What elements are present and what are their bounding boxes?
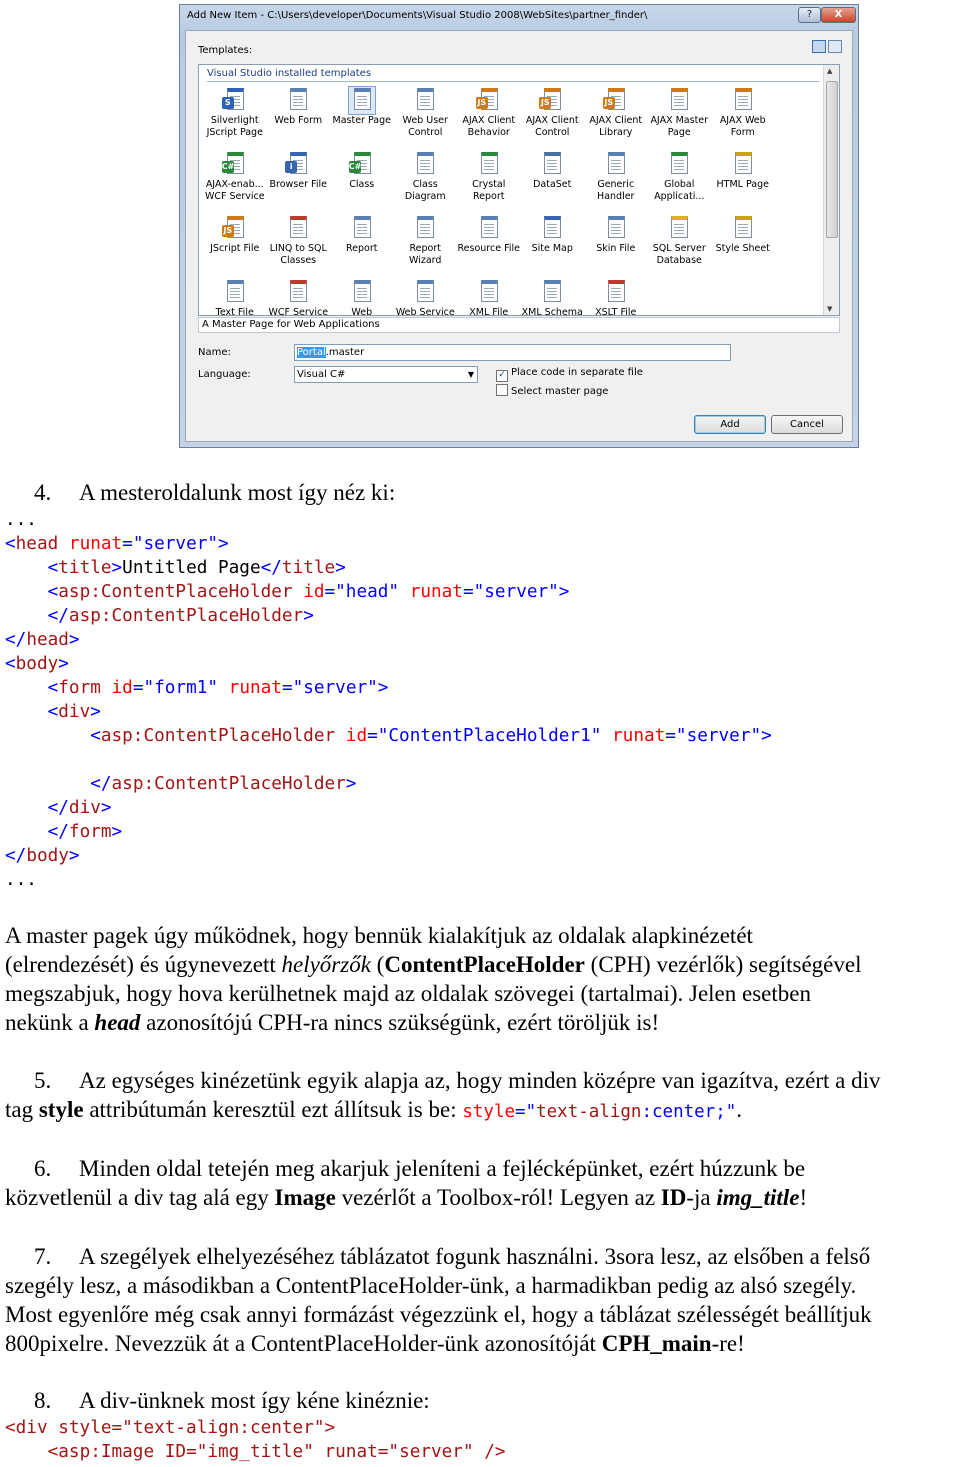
paragraph-line: nekünk a head azonosítójú CPH-ra nincs szükségünk, ezért töröljük is! [5, 1010, 660, 1035]
template-item[interactable] [267, 149, 331, 213]
template-name: Crystal Report [472, 179, 506, 202]
template-description: A Master Page for Web Applications [198, 317, 840, 333]
step-number: 6. [34, 1156, 52, 1181]
template-item[interactable] [711, 213, 775, 277]
template-item[interactable] [203, 213, 267, 277]
empty-checkbox-icon[interactable] [496, 384, 508, 396]
template-item[interactable] [711, 85, 775, 149]
template-name: Report [346, 243, 378, 254]
step-line: Most egyenlőre még csak annyi formázást végezzünk el, hogy a táblázat szélességét beállítjuk [5, 1302, 872, 1327]
template-name: Class Diagram [404, 179, 446, 202]
select-master-label: Select master page [511, 386, 609, 397]
language-value: Visual C# [297, 369, 346, 380]
template-icon: C# [349, 151, 375, 178]
template-name: XSLT File [595, 307, 637, 316]
checkmark-icon[interactable]: ✓ [496, 370, 508, 382]
template-item[interactable] [648, 213, 712, 277]
step-number: 8. [34, 1388, 52, 1413]
step-line [5, 1154, 807, 1183]
place-code-label: Place code in separate file [511, 367, 643, 378]
template-item[interactable] [267, 85, 331, 149]
language-label: Language: [198, 369, 251, 380]
template-name: Resource File [457, 243, 520, 254]
template-item[interactable] [394, 149, 458, 213]
template-icon [285, 215, 311, 242]
template-name: XML File [469, 307, 509, 316]
template-name: Master Page [332, 115, 391, 126]
template-item[interactable] [584, 277, 648, 316]
template-name: Style Sheet [715, 243, 770, 254]
step-line: tag style attribútumán keresztül ezt állítsuk is be: style="text-align:center;". [5, 1097, 743, 1122]
template-icon [730, 151, 756, 178]
template-name: Site Map [531, 243, 573, 254]
step-text: A szegélyek elhelyezéséhez táblázatot fogunk használni. 3sora lesz, az elsőben a felső [79, 1244, 871, 1269]
step-line [5, 1066, 880, 1095]
cancel-button[interactable]: Cancel [771, 415, 843, 434]
template-item[interactable] [330, 213, 394, 277]
step-text: Az egységes kinézetünk egyik alapja az, hogy minden középre van igazítva, ezért a div [79, 1068, 881, 1093]
template-icon [666, 151, 692, 178]
template-item[interactable] [521, 277, 585, 316]
template-item[interactable] [394, 213, 458, 277]
paragraph-line: A master pagek úgy működnek, hogy bennük kialakítjuk az oldalak alapkinézetét [5, 923, 753, 948]
template-icon [476, 151, 502, 178]
template-item[interactable] [203, 149, 267, 213]
template-item[interactable] [267, 277, 331, 316]
template-icon: JS [222, 215, 248, 242]
paragraph-line: megszabjuk, hogy hova kerülhetnek majd az oldalak szövegei (tartalmai). Jelen esetben [5, 981, 811, 1006]
template-name: Report Wizard [409, 243, 442, 266]
small-icons-view-icon[interactable] [828, 40, 842, 53]
template-icon [539, 215, 565, 242]
template-icon: JS [539, 87, 565, 114]
template-item[interactable] [584, 149, 648, 213]
template-icon [730, 215, 756, 242]
add-new-item-dialog [179, 4, 859, 448]
template-item[interactable] [521, 85, 585, 149]
template-name: Web User Control [402, 115, 448, 138]
template-name: SQL Server Database [652, 243, 706, 266]
templates-list[interactable] [198, 64, 840, 316]
template-name: AJAX Master Page [650, 115, 709, 138]
template-icon [349, 215, 375, 242]
template-icon [285, 279, 311, 306]
template-name: Global Applicati... [654, 179, 705, 202]
template-icon [476, 279, 502, 306]
template-name: HTML Page [716, 179, 769, 190]
name-input[interactable] [294, 344, 731, 361]
template-icon [539, 279, 565, 306]
template-icon [412, 215, 438, 242]
large-icons-view-icon[interactable] [812, 40, 826, 53]
template-item[interactable] [203, 85, 267, 149]
template-icon [539, 151, 565, 178]
template-icon [412, 279, 438, 306]
template-item[interactable] [394, 85, 458, 149]
chevron-down-icon[interactable]: ▼ [467, 370, 474, 379]
template-icon [476, 215, 502, 242]
template-icon [349, 279, 375, 306]
template-item[interactable] [457, 85, 521, 149]
step-text: A mesteroldalunk most így néz ki: [79, 480, 396, 505]
template-name: Text File [215, 307, 254, 316]
template-item[interactable] [267, 213, 331, 277]
template-name: AJAX Client Control [525, 115, 579, 138]
template-name: AJAX-enab... WCF Service [204, 179, 265, 202]
template-name: DataSet [533, 179, 572, 190]
inline-code: style="text-align:center;" [462, 1102, 737, 1122]
step-4 [34, 480, 395, 506]
template-icon: i [285, 151, 311, 178]
template-icon: S [222, 87, 248, 114]
template-name: JScript File [210, 243, 260, 254]
template-item[interactable] [584, 213, 648, 277]
help-button[interactable]: ? [798, 7, 821, 23]
template-item[interactable] [711, 149, 775, 213]
step-number: 4. [34, 480, 52, 505]
step-line: szegély lesz, a másodikban a ContentPlaceHolder-ünk, a harmadikban pedig az alsó szegély. [5, 1273, 857, 1298]
template-name: AJAX Web Form [719, 115, 766, 138]
template-item[interactable] [584, 85, 648, 149]
templates-label: Templates: [198, 45, 253, 56]
templates-grid [203, 85, 823, 316]
template-icon [730, 87, 756, 114]
language-select[interactable] [294, 366, 478, 383]
paragraph-line: (elrendezését) és úgynevezett helyőrzők (ContentPlaceHolder (CPH) vezérlők) segítségével [5, 952, 862, 977]
step-line: 800pixelre. Nevezzük át a ContentPlaceHolder-ünk azonosítóját CPH_main-re! [5, 1331, 745, 1356]
template-name: Generic Handler [597, 179, 635, 202]
div-code: <div style="text-align:center"> <asp:Image ID="img_title" runat="server" /> [5, 1418, 506, 1462]
template-name: Skin File [596, 243, 636, 254]
template-item[interactable] [648, 149, 712, 213]
template-icon [222, 279, 248, 306]
master-page-code: ... <head runat="server"> <title>Untitled Page</title> <asp:ContentPlaceHolder id="head" runat="server"> </asp:ContentPlaceHolder> </head> <body> <form id="form1" runat="server"> <div> <asp:ContentPlaceHolder id="ContentPlaceHolder1" runat="server"> </asp:ContentPlaceHolder> </div> </form> </body> ... [5, 510, 772, 890]
dialog-body [185, 30, 853, 442]
template-item[interactable] [203, 277, 267, 316]
name-label: Name: [198, 347, 231, 358]
place-code-checkbox[interactable] [496, 367, 643, 382]
template-icon [285, 87, 311, 114]
template-name: LINQ to SQL Classes [269, 243, 327, 266]
template-name: AJAX Client Behavior [462, 115, 516, 138]
template-icon [412, 87, 438, 114]
templates-group-header: Visual Studio installed templates [207, 68, 372, 79]
step-6 [5, 1154, 807, 1212]
template-item[interactable] [457, 213, 521, 277]
template-item[interactable] [648, 85, 712, 149]
add-button[interactable]: Add [694, 415, 766, 434]
template-icon: JS [476, 87, 502, 114]
template-icon [349, 87, 375, 114]
template-item[interactable] [394, 277, 458, 316]
scrollbar-thumb[interactable] [826, 81, 838, 238]
template-icon [666, 215, 692, 242]
template-icon: JS [603, 87, 629, 114]
template-icon [603, 151, 629, 178]
template-item[interactable] [521, 149, 585, 213]
template-item[interactable] [457, 149, 521, 213]
name-selected-text: Portal [297, 347, 326, 358]
template-icon [666, 87, 692, 114]
step-text: A div-ünknek most így kéne kinéznie: [79, 1388, 430, 1413]
template-name: WCF Service [268, 307, 329, 316]
template-name: Silverlight JScript Page [206, 115, 263, 138]
dialog-title: Add New Item - C:\Users\developer\Documents\Visual Studio 2008\WebSites\partner_finder\ [187, 10, 648, 21]
name-extension-text: .master [325, 347, 365, 358]
template-icon: C# [222, 151, 248, 178]
template-name: AJAX Client Library [589, 115, 643, 138]
select-master-checkbox[interactable] [496, 384, 608, 397]
close-button[interactable]: X [821, 7, 856, 23]
template-name: Class [349, 179, 375, 190]
group-divider [207, 81, 819, 82]
template-icon [412, 151, 438, 178]
step-7 [5, 1242, 872, 1358]
step-5 [5, 1066, 880, 1127]
step-number: 7. [34, 1244, 52, 1269]
template-icon [603, 279, 629, 306]
template-name: Web [351, 307, 373, 316]
template-item[interactable] [330, 277, 394, 316]
scroll-down-icon[interactable]: ▼ [827, 305, 833, 313]
templates-scrollbar[interactable] [823, 65, 839, 315]
step-line: közvetlenül a div tag alá egy Image vezérlőt a Toolbox-ról! Legyen az ID-ja img_title! [5, 1185, 808, 1210]
template-name: Web Form [274, 115, 323, 126]
template-icon [603, 215, 629, 242]
template-item[interactable] [521, 213, 585, 277]
step-number: 5. [34, 1068, 52, 1093]
step-8 [34, 1388, 430, 1414]
template-name: Browser File [269, 179, 327, 190]
template-name: Web Service [395, 307, 455, 316]
paragraph-master-pages [5, 921, 861, 1037]
template-item[interactable] [330, 149, 394, 213]
step-text: Minden oldal tetején meg akarjuk jeleníteni a fejlécképünket, ezért húzzunk be [79, 1156, 806, 1181]
template-name: XML Schema [521, 307, 583, 316]
template-item[interactable] [330, 85, 394, 149]
scroll-up-icon[interactable]: ▲ [827, 67, 833, 75]
template-item[interactable] [457, 277, 521, 316]
step-line [5, 1242, 872, 1271]
